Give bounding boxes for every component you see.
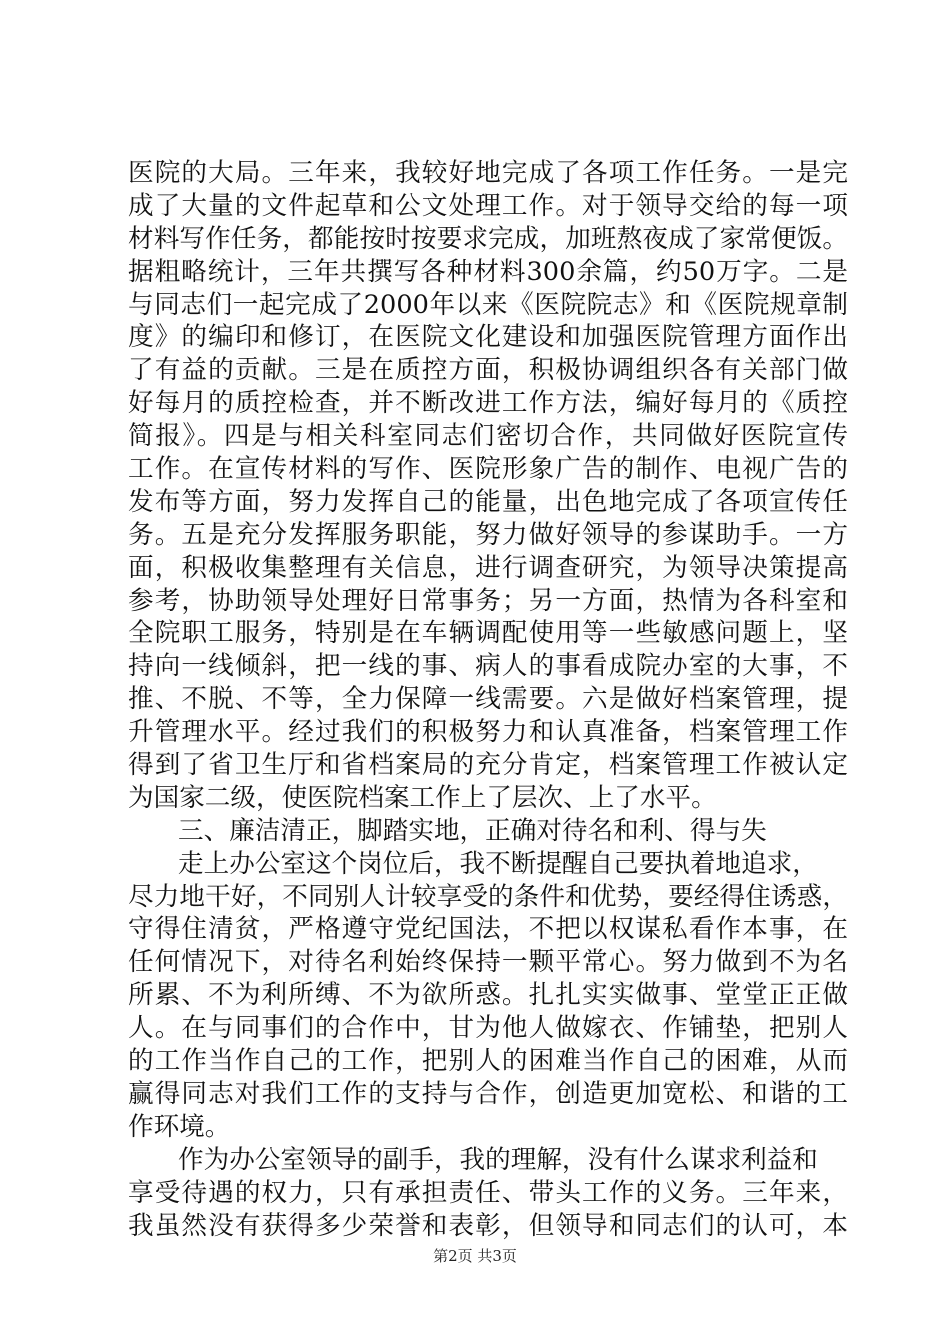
text-line: 作环境。 [128, 1111, 231, 1142]
text-line: 材料写作任务，都能按时按要求完成，加班熬夜成了家常便饭。 [128, 223, 848, 254]
text-line: 得到了省卫生厅和省档案局的充分肯定，档案管理工作被认定 [128, 750, 848, 781]
text-line: 享受待遇的权力，只有承担责任、带头工作的义务。三年来， [128, 1177, 848, 1208]
text-line: 好每月的质控检查，并不断改进工作方法，编好每月的《质控 [128, 388, 848, 419]
text-line: 度》的编印和修订，在医院文化建设和加强医院管理方面作出 [128, 322, 848, 353]
text-line: 发布等方面，努力发挥自己的能量，出色地完成了各项宣传任 [128, 486, 848, 517]
text-line: 所累、不为利所缚、不为欲所惑。扎扎实实做事、堂堂正正做 [128, 980, 848, 1011]
text-line: 简报》。四是与相关科室同志们密切合作，共同做好医院宣传 [128, 421, 848, 452]
text-line: 参考，协助领导处理好日常事务；另一方面，热情为各科室和 [128, 585, 848, 616]
text-line: 医院的大局。三年来，我较好地完成了各项工作任务。一是完 [128, 158, 848, 188]
text-line: 赢得同志对我们工作的支持与合作，创造更加宽松、和谐的工 [128, 1078, 848, 1109]
text-line: 工作。在宣传材料的写作、医院形象广告的制作、电视广告的 [128, 454, 848, 485]
text-line: 成了大量的文件起草和公文处理工作。对于领导交给的每一项 [128, 190, 848, 221]
text-line: 尽力地干好，不同别人计较享受的条件和优势，要经得住诱惑， [128, 881, 848, 912]
text-line: 走上办公室这个岗位后，我不断提醒自己要执着地追求， [178, 848, 818, 879]
text-line: 我虽然没有获得多少荣誉和表彰，但领导和同志们的认可，本 [128, 1210, 848, 1241]
text-line: 的工作当作自己的工作，把别人的困难当作自己的困难，从而 [128, 1046, 848, 1077]
text-line: 任何情况下，对待名利始终保持一颗平常心。努力做到不为名 [128, 947, 848, 978]
text-line: 人。在与同事们的合作中，甘为他人做嫁衣、作铺垫，把别人 [128, 1013, 848, 1044]
text-line: 持向一线倾斜，把一线的事、病人的事看成院办室的大事，不 [128, 651, 848, 682]
text-line: 与同志们一起完成了2000年以来《医院院志》和《医院规章制 [128, 289, 848, 320]
body-text [128, 157, 848, 1242]
text-line: 务。五是充分发挥服务职能，努力做好领导的参谋助手。一方 [128, 519, 848, 550]
text-line: 全院职工服务，特别是在车辆调配使用等一些敏感问题上，坚 [128, 618, 848, 649]
section-heading: 三、廉洁清正，脚踏实地，正确对待名和利、得与失 [178, 815, 767, 846]
text-line: 面，积极收集整理有关信息，进行调查研究，为领导决策提高 [128, 552, 848, 583]
text-line: 守得住清贫，严格遵守党纪国法，不把以权谋私看作本事，在 [128, 914, 848, 945]
text-line: 作为办公室领导的副手，我的理解，没有什么谋求利益和 [178, 1144, 818, 1175]
text-line: 推、不脱、不等，全力保障一线需要。六是做好档案管理，提 [128, 684, 848, 715]
text-line: 据粗略统计，三年共撰写各种材料300余篇，约50万字。二是 [128, 256, 848, 287]
page-number-footer: 第2页 共3页 [433, 1247, 517, 1265]
text-line: 为国家二级，使医院档案工作上了层次、上了水平。 [128, 782, 717, 813]
text-line: 升管理水平。经过我们的积极努力和认真准备，档案管理工作 [128, 717, 848, 748]
text-line: 了有益的贡献。三是在质控方面，积极协调组织各有关部门做 [128, 355, 848, 386]
